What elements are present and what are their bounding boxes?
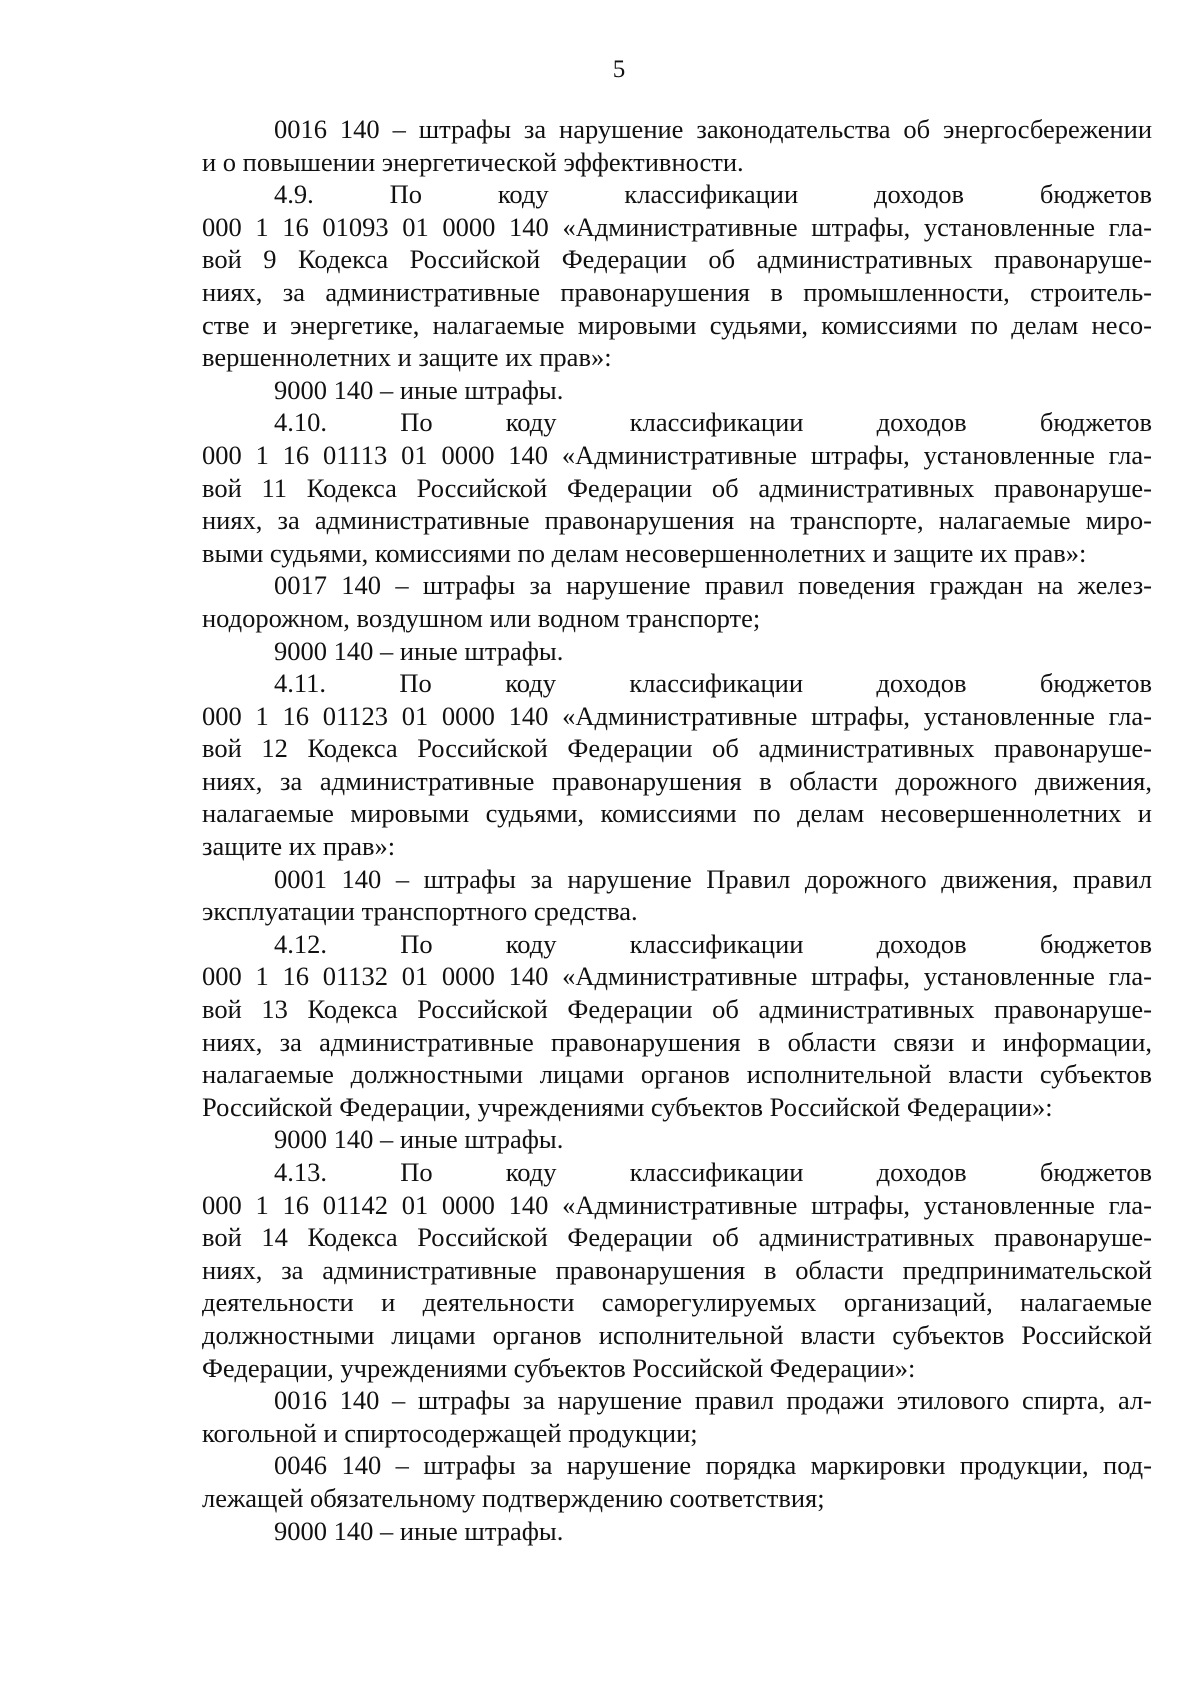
text-line: должностными лицами органов исполнительной власти субъектов Российской bbox=[202, 1319, 1152, 1350]
text-line: 0016 140 – штрафы за нарушение правил продажи этилового спирта, ал- bbox=[274, 1385, 1152, 1416]
text-line: 4.13. По коду классификации доходов бюджетов bbox=[274, 1157, 1152, 1187]
text-line: вой 11 Кодекса Российской Федерации об административных правонаруше- bbox=[202, 472, 1152, 503]
text-line: 4.9. По коду классификации доходов бюджетов bbox=[274, 179, 1152, 210]
paragraph bbox=[202, 1189, 1152, 1385]
paragraph bbox=[202, 211, 1152, 374]
text-line: 9000 140 – иные штрафы. bbox=[274, 374, 564, 405]
text-line: и о повышении энергетической эффективности. bbox=[202, 146, 744, 177]
text-line: лежащей обязательному подтверждению соответствия; bbox=[202, 1482, 825, 1513]
text-line: защите их прав»: bbox=[202, 831, 396, 862]
paragraph bbox=[202, 1449, 1152, 1514]
paragraph bbox=[202, 178, 1152, 211]
text-line: 0017 140 – штрафы за нарушение правил поведения граждан на желез- bbox=[274, 570, 1152, 601]
paragraph bbox=[202, 1515, 1152, 1548]
text-line: 000 1 16 01113 01 0000 140 «Административные штрафы, установленные гла- bbox=[202, 439, 1152, 470]
text-line: деятельности и деятельности саморегулируемых организаций, налагаемые bbox=[202, 1287, 1152, 1318]
text-line: 0001 140 – штрафы за нарушение Правил дорожного движения, правил bbox=[274, 863, 1152, 894]
paragraph bbox=[202, 113, 1152, 178]
text-line: ниях, за административные правонарушения в области предпринимательской bbox=[202, 1254, 1152, 1285]
text-line: когольной и спиртосодержащей продукции; bbox=[202, 1417, 698, 1448]
text-line: 000 1 16 01093 01 0000 140 «Административные штрафы, установленные гла- bbox=[202, 211, 1152, 242]
paragraph bbox=[202, 406, 1152, 439]
text-line: 000 1 16 01132 01 0000 140 «Административные штрафы, установленные гла- bbox=[202, 961, 1152, 992]
text-line: 4.10. По коду классификации доходов бюджетов bbox=[274, 407, 1152, 438]
text-line: ниях, за административные правонарушения на транспорте, налагаемые миро- bbox=[202, 505, 1152, 536]
text-line: налагаемые мировыми судьями, комиссиями по делам несовершеннолетних и bbox=[202, 798, 1152, 829]
paragraph bbox=[202, 960, 1152, 1123]
page-number: 5 bbox=[612, 56, 626, 83]
text-line: 000 1 16 01123 01 0000 140 «Административные штрафы, установленные гла- bbox=[202, 700, 1152, 731]
text-line: 4.12. По коду классификации доходов бюджетов bbox=[274, 928, 1152, 959]
text-line: нодорожном, воздушном или водном транспорте; bbox=[202, 602, 761, 633]
paragraph bbox=[202, 1384, 1152, 1449]
paragraph bbox=[202, 1123, 1152, 1156]
text-line: Федерации, учреждениями субъектов Российской Федерации»: bbox=[202, 1352, 916, 1383]
document-body bbox=[202, 113, 1152, 1547]
text-line: вой 9 Кодекса Российской Федерации об административных правонаруше- bbox=[202, 244, 1152, 275]
text-line: вой 13 Кодекса Российской Федерации об административных правонаруше- bbox=[202, 994, 1152, 1025]
text-line: налагаемые должностными лицами органов исполнительной власти субъектов bbox=[202, 1059, 1152, 1090]
paragraph bbox=[202, 374, 1152, 407]
text-line: выми судьями, комиссиями по делам несовершеннолетних и защите их прав»: bbox=[202, 537, 1087, 568]
text-line: ниях, за административные правонарушения в области связи и информации, bbox=[202, 1026, 1152, 1057]
text-line: 000 1 16 01142 01 0000 140 «Административные штрафы, установленные гла- bbox=[202, 1189, 1152, 1220]
text-line: ниях, за административные правонарушения в области дорожного движения, bbox=[202, 765, 1152, 796]
text-line: 9000 140 – иные штрафы. bbox=[274, 635, 564, 666]
paragraph bbox=[202, 863, 1152, 928]
text-line: 0046 140 – штрафы за нарушение порядка маркировки продукции, под- bbox=[274, 1450, 1152, 1481]
text-line: стве и энергетике, налагаемые мировыми судьями, комиссиями по делам несо- bbox=[202, 309, 1152, 340]
text-line: вершеннолетних и защите их прав»: bbox=[202, 342, 612, 373]
text-line: 4.11. По коду классификации доходов бюджетов bbox=[274, 668, 1152, 699]
text-line: 0016 140 – штрафы за нарушение законодательства об энергосбережении bbox=[274, 114, 1152, 144]
text-line: Российской Федерации, учреждениями субъектов Российской Федерации»: bbox=[202, 1091, 1053, 1122]
text-line: вой 14 Кодекса Российской Федерации об административных правонаруше- bbox=[202, 1222, 1152, 1253]
text-line: ниях, за административные правонарушения в промышленности, строитель- bbox=[202, 276, 1152, 307]
paragraph bbox=[202, 635, 1152, 668]
paragraph bbox=[202, 667, 1152, 700]
paragraph bbox=[202, 569, 1152, 634]
text-line: 9000 140 – иные штрафы. bbox=[274, 1515, 564, 1546]
paragraph bbox=[202, 700, 1152, 863]
paragraph bbox=[202, 439, 1152, 569]
text-line: 9000 140 – иные штрафы. bbox=[274, 1124, 564, 1155]
paragraph bbox=[202, 1156, 1152, 1189]
paragraph bbox=[202, 928, 1152, 961]
text-line: вой 12 Кодекса Российской Федерации об административных правонаруше- bbox=[202, 733, 1152, 764]
text-line: эксплуатации транспортного средства. bbox=[202, 896, 638, 927]
